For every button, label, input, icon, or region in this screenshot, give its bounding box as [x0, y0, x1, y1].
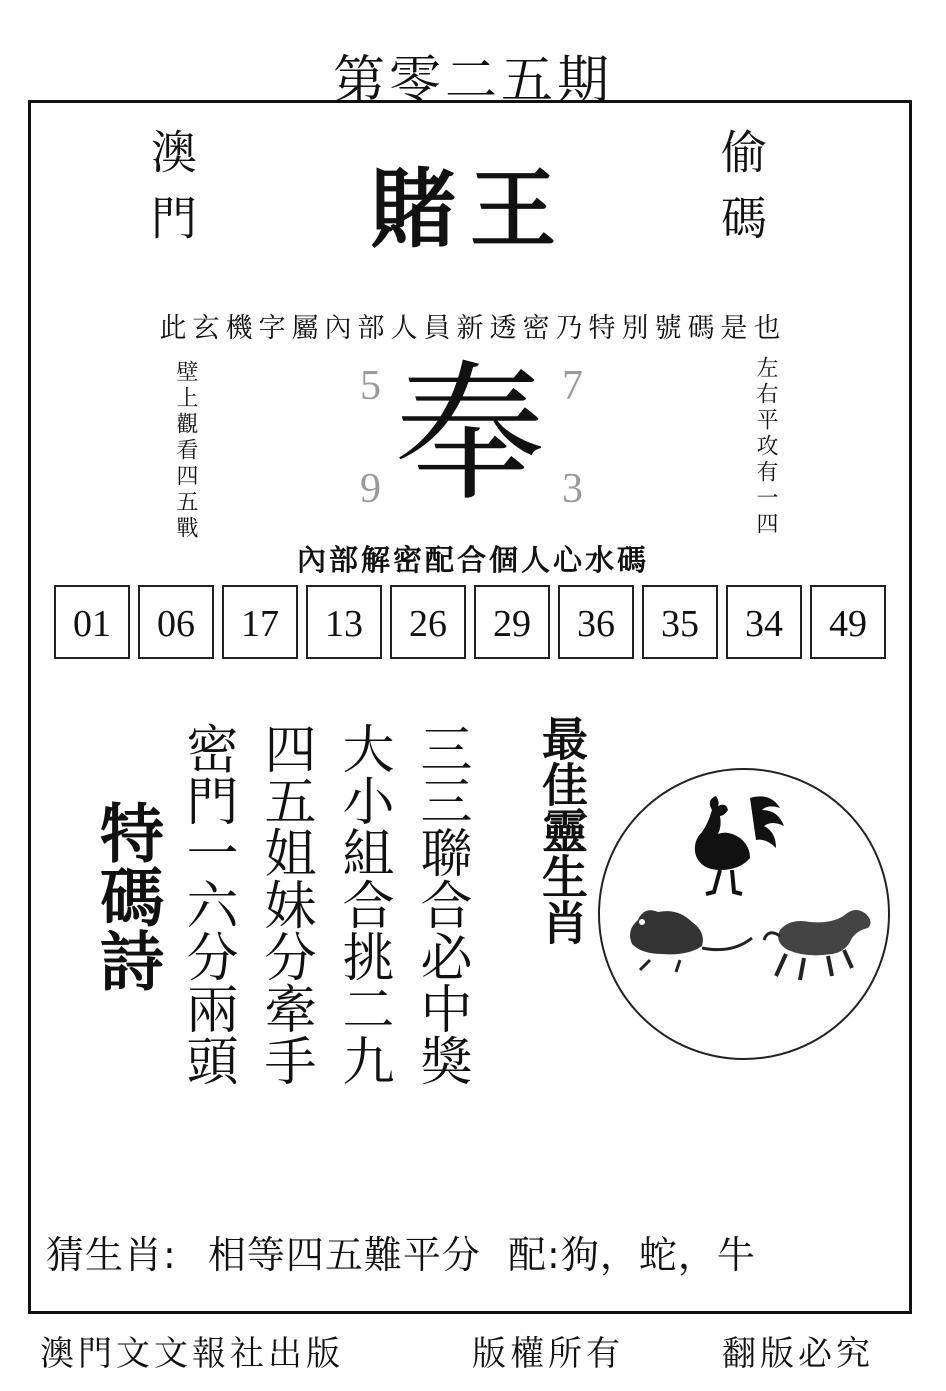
issue-number: 第零二五期 [332, 51, 613, 111]
number-box: 01 [54, 585, 130, 659]
number-box: 34 [726, 585, 802, 659]
number-box: 26 [390, 585, 466, 659]
subtitle: 內部解密配合個人心水碼 [296, 543, 649, 577]
number-box: 35 [642, 585, 718, 659]
guess-zodiac-line [46, 1224, 756, 1279]
zodiac-circle [598, 768, 890, 1060]
number-row [54, 585, 886, 663]
hint-right: 左右平攻有一四 [753, 356, 778, 538]
notice-text: 此玄機字屬內部人員新透密乃特別號碼是也 [159, 313, 787, 344]
number-box: 29 [474, 585, 550, 659]
number-box: 36 [558, 585, 634, 659]
guess-label: 猜生肖: [46, 1233, 177, 1277]
digit-top-left: 5 [360, 363, 381, 409]
side-label-left: 澳門 [144, 128, 198, 260]
digit-bottom-left: 9 [360, 466, 381, 512]
digit-bottom-right: 3 [562, 466, 583, 512]
key-character: 奉 [394, 348, 545, 522]
main-title: 賭王 [370, 160, 570, 260]
number-box: 17 [222, 585, 298, 659]
zodiac-illustration [600, 770, 888, 1058]
rat-icon [630, 910, 752, 972]
guess-pair-label: 配: [508, 1233, 561, 1277]
footer-publisher: 澳門文文報社出版 [40, 1334, 344, 1374]
footer-warning: 翻版必究 [722, 1334, 874, 1374]
dog-icon [764, 910, 871, 980]
poem-line-2: 大小組合挑二九 [333, 722, 393, 1086]
number-box: 06 [138, 585, 214, 659]
guess-hint: 相等四五難平分 [207, 1233, 481, 1277]
poem-title: 特碼詩 [89, 800, 163, 992]
digit-top-right: 7 [562, 363, 583, 409]
best-zodiac-label: 最佳靈生肖 [535, 715, 589, 945]
poem-line-3: 四五姐妹分牽手 [255, 722, 315, 1086]
guess-animals: 狗，蛇，牛 [560, 1233, 756, 1277]
rooster-icon [695, 796, 784, 894]
number-box: 49 [810, 585, 886, 659]
number-box: 13 [306, 585, 382, 659]
side-label-right: 偷碼 [714, 128, 768, 260]
main-frame [28, 100, 912, 1314]
hint-left: 壁上觀看四五戰 [173, 360, 198, 542]
poem-line-1: 三三聯合必中獎 [411, 722, 471, 1086]
poem-line-4: 密門一六分兩頭 [177, 722, 237, 1086]
footer-rights: 版權所有 [472, 1334, 624, 1374]
